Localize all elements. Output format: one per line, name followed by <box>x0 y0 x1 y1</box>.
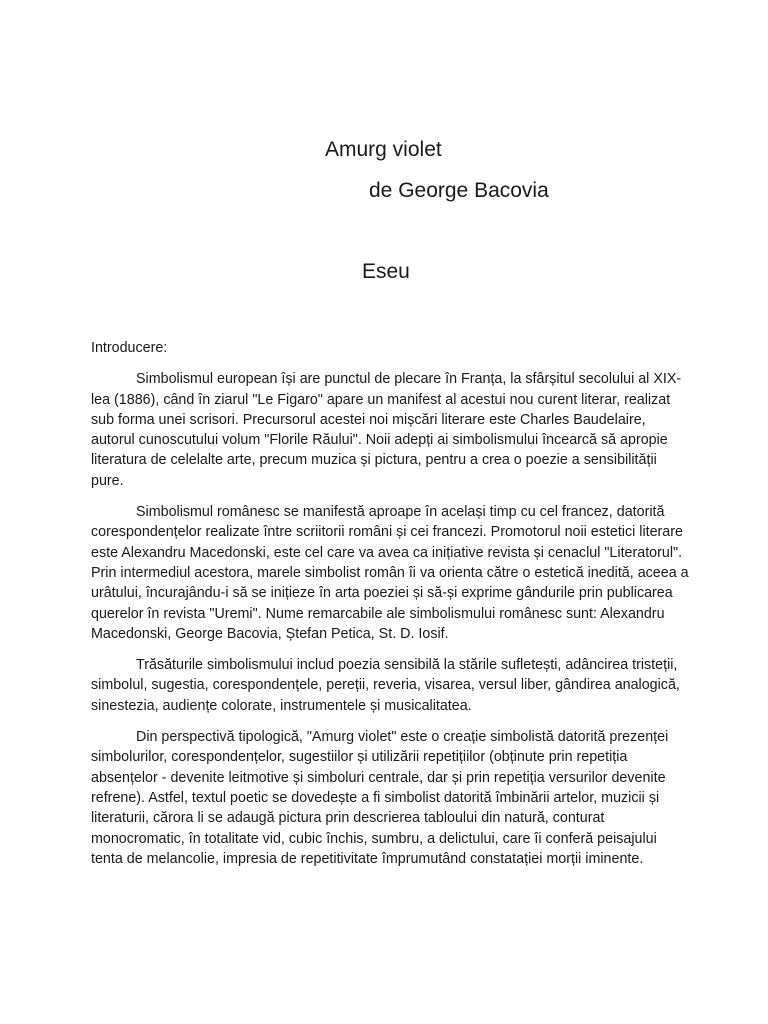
paragraph-european-symbolism: Simbolismul european își are punctul de plecare în Franța, la sfârșitul secolului al XIX-lea (1886), când în ziarul "Le Figaro" apare un manifest al acestui nou curent literar, realizat sub forma unei scrisori. Precursorul acestei noi mișcări literare este Charles Baudelaire, autorul cunoscutului volum "Florile Răului". Noii adepți ai simbolismului încearcă să apropie literatura de celelalte arte, precum muzica și pictura, pentru a crea o poezie a sensibilității pure. <box>91 371 682 489</box>
paragraph-typological-perspective: Din perspectivă tipologică, "Amurg violet" este o creație simbolistă datorită prezenței simbolurilor, corespondențelor, sugestiilor și utilizării repetițiilor (obținute prin repetiția absențelor - devenite leitmotive și simboluri centrale, dar și prin repetiția versurilor devenite refrene). Astfel, textul poetic se dovedește a fi simbolist datorită îmbinării artelor, muzicii și literaturii, cărora li se adaugă pictura prin descrierea tabloului din natură, conturat monocromatic, în totalitate vid, cubic închis, sumbru, a delictului, care îi conferă peisajului tenta de melancolie, impresia de repetitivitate împrumutând constatației morții iminente. <box>91 729 669 867</box>
document-genre: Eseu <box>362 260 410 283</box>
document-title: Amurg violet <box>325 138 442 161</box>
document-author: de George Bacovia <box>369 179 549 202</box>
paragraph-romanian-symbolism: Simbolismul românesc se manifestă aproape în același timp cu cel francez, datorită corespondențelor realizate între scriitorii români și cei francezi. Promotorul noii estetici literare este Alexandru Macedonski, este cel care va avea ca inițiative revista și cenaclul "Literatorul". Prin intermediul acestora, marele simbolist român îi va orienta către o estetică inedită, aceea a urâtului, încurajându-i să se inițieze în arta poeziei și să-și exprime gândurile prin publicarea querelor în revista "Uremi". Nume remarcabile ale simbolismului românesc sunt: Alexandru Macedonski, George Bacovia, Ștefan Petica, St. D. Iosif. <box>91 504 689 642</box>
document-body <box>91 338 691 880</box>
section-label-introduction: Introducere: <box>91 340 168 356</box>
paragraph-symbolism-traits: Trăsăturile simbolismului includ poezia sensibilă la stările sufletești, adâncirea tristeții, simbolul, sugestia, corespondențele, pereții, reveria, visarea, versul liber, gândirea analogică, sinestezia, audiențe colorate, instrumentele și musicalitatea. <box>91 657 680 714</box>
